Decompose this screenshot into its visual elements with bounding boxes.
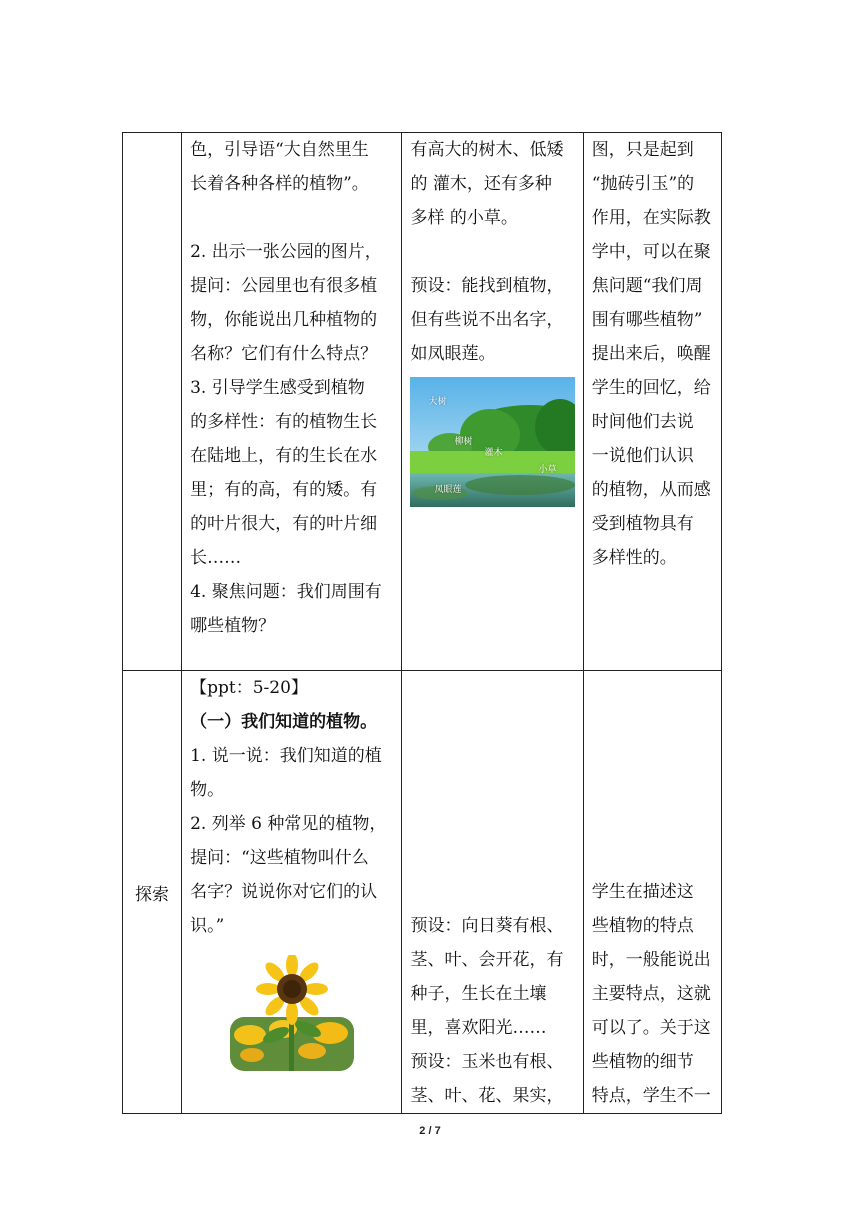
text-line: 提问：“这些植物叫什么	[190, 848, 369, 868]
text-line: 图，只是起到	[591, 140, 694, 160]
text-line: 如凤眼莲。	[410, 344, 496, 364]
text-line: 2. 出示一张公园的图片，	[190, 242, 382, 262]
teacher-activity-cell	[182, 671, 402, 1114]
stage-cell	[123, 133, 182, 671]
text-line: 时间他们去说	[591, 412, 694, 432]
text-line: 名称？它们有什么特点？	[190, 344, 378, 364]
text-line: 但有些说不出名字，	[410, 310, 564, 330]
text-line: 焦问题“我们周	[591, 276, 703, 296]
text-line: 预设：玉米也有根、	[410, 1052, 564, 1072]
text-line: 物。	[190, 780, 225, 800]
text-line: 围有哪些植物”	[591, 310, 703, 330]
text-line: 2. 列举 6 种常见的植物，	[190, 814, 387, 834]
text-line: 里，喜欢阳光……	[410, 1018, 547, 1038]
park-label-grass: 小草	[538, 465, 557, 475]
text-line: 一说他们认识	[591, 446, 694, 466]
student-activity-text	[402, 133, 582, 507]
text-line: 预设：能找到植物，	[410, 276, 564, 296]
text-line: “抛砖引玉”的	[591, 174, 695, 194]
text-line: 学生在描述这	[591, 882, 694, 902]
text-line: 学生的回忆，给	[591, 378, 711, 398]
teacher-activity-text	[182, 671, 401, 1073]
text-line: 里；有的高，有的矮。有	[190, 480, 378, 500]
text-line: 的多样性：有的植物生长	[190, 412, 378, 432]
text-line: 特点，学生不一	[591, 1086, 711, 1106]
text-line: 些植物的特点	[591, 916, 694, 936]
park-label-water-hyacinth: 凤眼莲	[434, 485, 462, 495]
teacher-activity-text	[182, 133, 401, 643]
text-line: 1. 说一说：我们知道的植	[190, 746, 382, 766]
text-line: 多样 的小草。	[410, 208, 518, 228]
text-line: 色，引导语“大自然里生	[190, 140, 369, 160]
text-line: 可以了。关于这	[591, 1018, 711, 1038]
table-row	[123, 133, 722, 671]
design-notes-text	[584, 671, 721, 1113]
design-notes-text	[584, 133, 721, 575]
text-line: 在陆地上，有的生长在水	[190, 446, 378, 466]
text-line: 提出来后，唤醒	[591, 344, 711, 364]
section-heading: （一）我们知道的植物。	[190, 712, 378, 732]
text-line: 的 灌木，还有多种	[410, 174, 552, 194]
text-line: 茎、叶、花、果实，	[410, 1086, 564, 1106]
text-line: 的植物，从而感	[591, 480, 711, 500]
student-activity-text	[402, 671, 582, 1113]
text-line: 多样性的。	[591, 548, 677, 568]
text-line: 提问：公园里也有很多植	[190, 276, 378, 296]
text-line: 识。”	[190, 916, 225, 936]
text-line: 3. 引导学生感受到植物	[190, 378, 365, 398]
text-line: 长……	[190, 548, 242, 568]
page-number: 2 / 7	[419, 1125, 441, 1137]
text-line: 些植物的细节	[591, 1052, 694, 1072]
park-label-tree: 大树	[428, 397, 447, 407]
text-line	[190, 201, 395, 235]
student-activity-cell	[402, 671, 583, 1114]
table-row	[123, 671, 722, 1114]
text-line: 物，你能说出几种植物的	[190, 310, 378, 330]
text-line: 长着各种各样的植物”。	[190, 174, 369, 194]
text-line: 作用，在实际教	[591, 208, 711, 228]
text-line: 的叶片很大，有的叶片细	[190, 514, 378, 534]
design-notes-cell	[583, 133, 721, 671]
park-photo	[410, 377, 575, 507]
text-line: 有高大的树木、低矮	[410, 140, 564, 160]
text-line: 时，一般能说出	[591, 950, 711, 970]
park-label-willow: 柳树	[454, 437, 473, 447]
text-line: 学中，可以在聚	[591, 242, 711, 262]
teacher-activity-cell	[182, 133, 402, 671]
design-notes-cell	[583, 671, 721, 1114]
lesson-plan-table	[122, 132, 722, 1114]
ppt-reference: 【ppt：5-20】	[190, 678, 308, 698]
text-line: 名字？说说你对它们的认	[190, 882, 378, 902]
text-line: 茎、叶、会开花，有	[410, 950, 564, 970]
text-line: 哪些植物？	[190, 616, 276, 636]
text-line	[410, 235, 576, 269]
text-line: 主要特点，这就	[591, 984, 711, 1004]
text-line: 种子，生长在土壤	[410, 984, 547, 1004]
text-line: 预设：向日葵有根、	[410, 916, 564, 936]
student-activity-cell	[402, 133, 583, 671]
text-line: 受到植物具有	[591, 514, 694, 534]
text-line: 4. 聚焦问题：我们周围有	[190, 582, 382, 602]
park-label-shrub: 灌木	[484, 448, 503, 458]
stage-cell: 探索	[123, 671, 182, 1114]
sunflower-photo	[228, 955, 356, 1073]
